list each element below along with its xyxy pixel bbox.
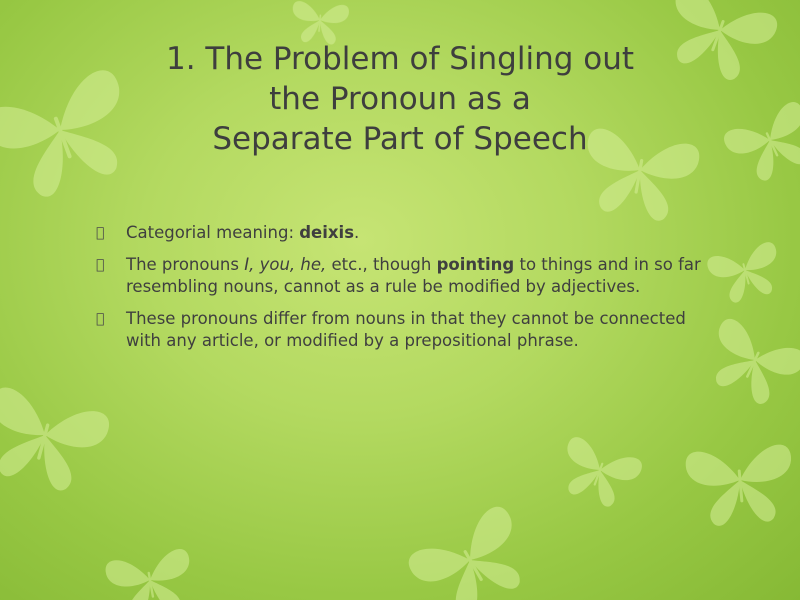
slide-title (60, 39, 740, 159)
bullet-text: etc., though (326, 254, 437, 274)
title-line-2: the Pronoun as a (269, 80, 531, 117)
bullet-marker-icon (96, 254, 116, 277)
bullet-text: These pronouns differ from nouns in that they cannot be connected with any article, or modified by a prepositional phrase. (126, 308, 686, 350)
bullet-marker-icon (96, 222, 116, 245)
butterfly-shape (104, 548, 198, 600)
bullet-marker-icon (96, 308, 116, 331)
bullet-text: Categorial meaning: (126, 223, 300, 242)
bullet-item (96, 308, 726, 353)
bullet-text: The pronouns (126, 254, 245, 274)
title-line-1: 1. The Problem of Singling out (165, 40, 635, 77)
butterfly-shape (0, 385, 112, 499)
bullet-item (96, 222, 726, 245)
bullet-item (96, 254, 726, 299)
butterfly-shape (553, 435, 645, 514)
butterfly-shape (404, 502, 542, 600)
bullet-text: . (354, 223, 360, 242)
bullet-italic-text: I, you, he, (244, 254, 327, 274)
bullet-text: to things and in so far resembling nouns, cannot as a rule be modified by adjectives. (126, 254, 701, 296)
bullet-bold-text: pointing (436, 254, 515, 274)
bullet-list (96, 222, 726, 362)
butterfly-shape (685, 444, 797, 529)
bullet-bold-text: deixis (299, 223, 355, 242)
title-line-3: Separate Part of Speech (212, 120, 588, 157)
